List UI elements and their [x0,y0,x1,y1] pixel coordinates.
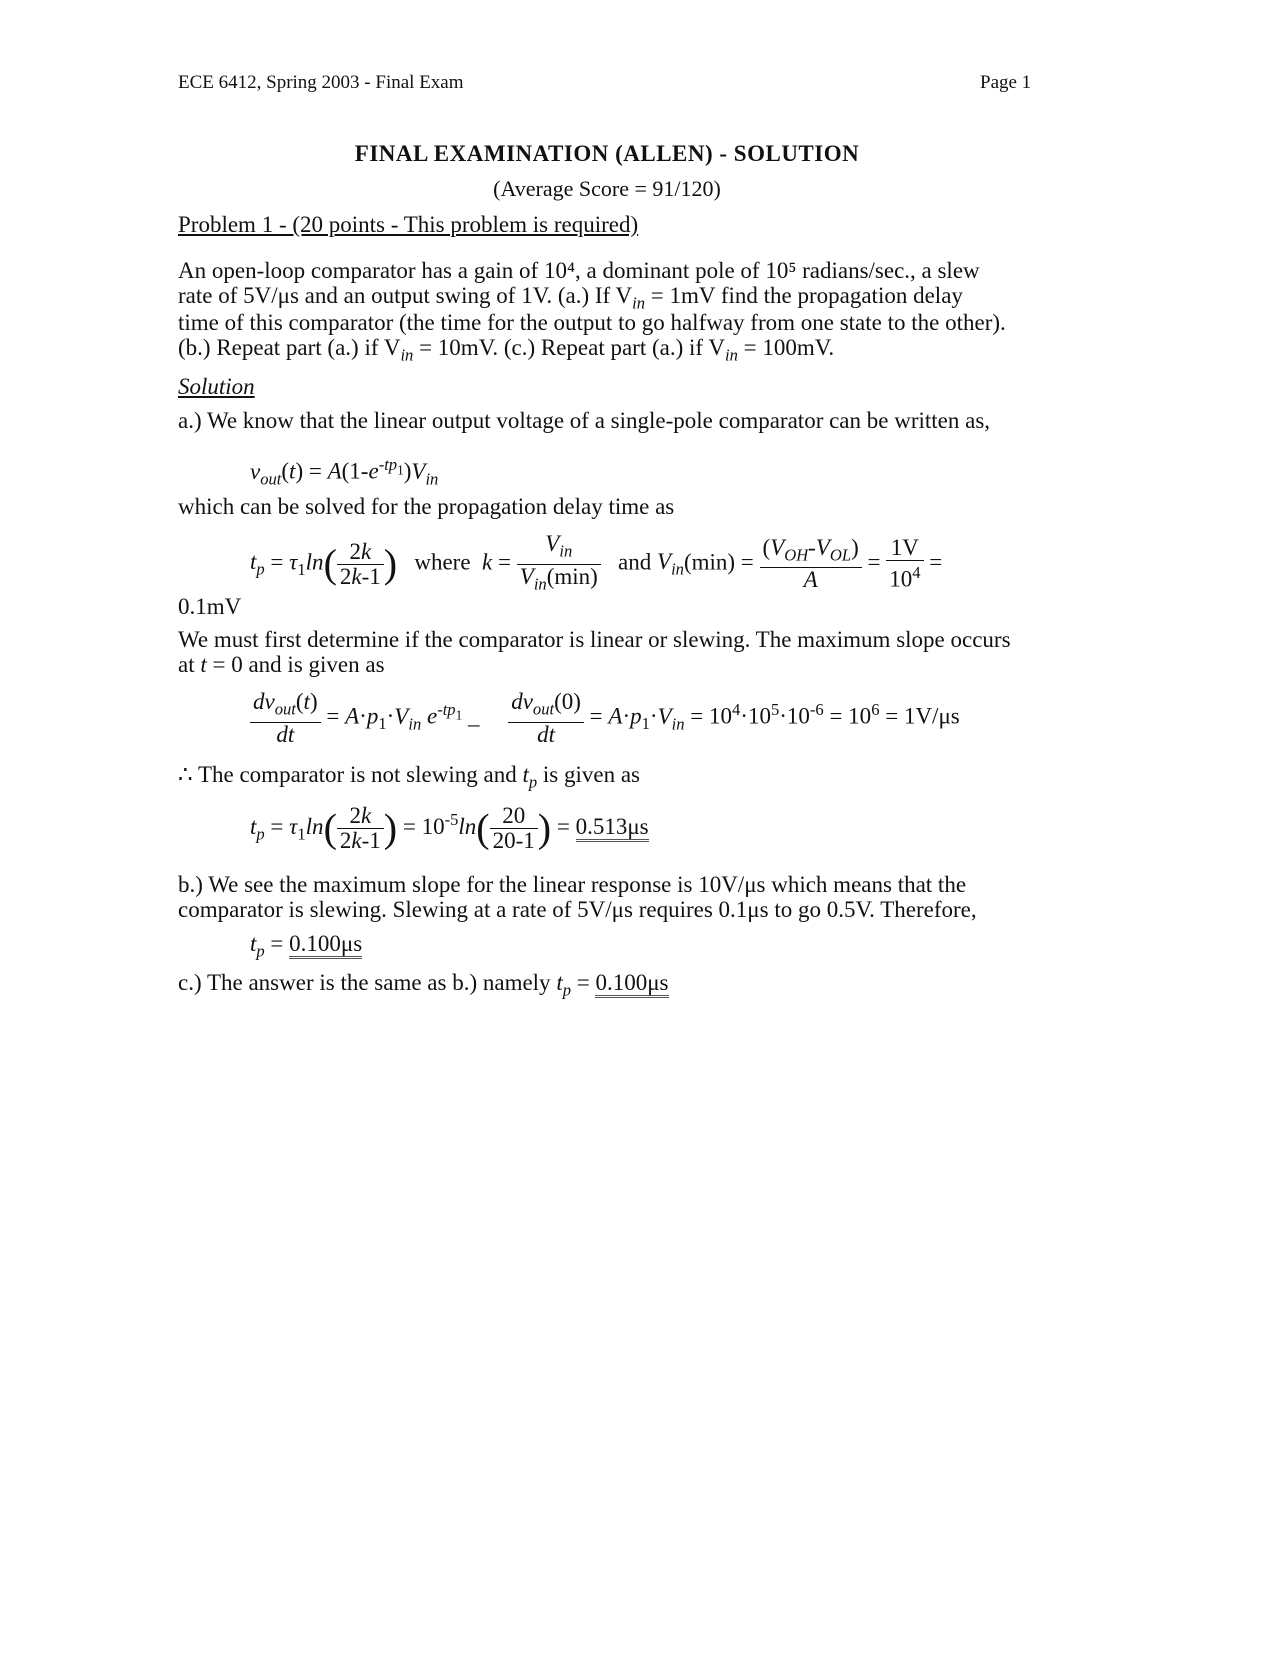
part-a-intro: a.) We know that the linear output voltage of a single-pole comparator can be written as, [178,408,991,433]
average-score: (Average Score = 91/120) [493,176,721,201]
solved-text: which can be solved for the propagation delay time as [178,494,675,519]
slope-equation: $\frac{dv_{out}(t)}{dt}$ = $A\cdot p_1\cdot V_{in}$ $e^{-tp_1}$ – $\frac{dv_{out}(0)}{dt}$ = $A\cdot p_1\cdot V_{in} = 10^4\cdot 10^5\cdot 10^{-6} = 10^6 = 1V/\mu s$ [250,690,960,747]
tp-formula: $t_p = \tau_1\ln$( $\frac{2k}{2k-1}$ ) where k = $\frac{V_{in}}{V_{in}(\min)}$ and $V_{in}(\min)$ = $\frac{(V_{OH}-V_{OL})}{A}$ = $\frac{1V}{10^4}$ = [250,531,943,594]
tp-computation: $t_p = \tau_1\ln$( $\frac{2k}{2k-1}$ ) = $10^{-5}\ln$( $\frac{20}{20-1}$ ) = 0.513μs [250,803,649,853]
answer-c: 0.100μs [595,970,668,998]
header-page-number: Page 1 [980,72,1032,93]
problem-line-1: An open-loop comparator has a gain of 10⁴, a dominant pole of 10⁵ radians/sec., a slew [178,258,980,283]
page-title: FINAL EXAMINATION (ALLEN) - SOLUTION [354,141,860,166]
solution-heading: Solution [178,374,255,399]
part-b-line-1: b.) We see the maximum slope for the linear response is 10V/μs which means that the [178,872,967,897]
tp-answer-b: $t_p = 0.100\mu s$ [250,931,363,961]
problem-line-3: time of this comparator (the time for the output to go halfway from one state to the other). [178,310,1006,335]
answer-b: 0.100μs [289,931,362,959]
header-course: ECE 6412, Spring 2003 - Final Exam [178,72,464,93]
part-b-line-2: comparator is slewing. Slewing at a rate of 5V/μs requires 0.1μs to go 0.5V. Therefore, [178,897,977,922]
linear-text-1: We must first determine if the comparator is linear or slewing. The maximum slope occurs [178,627,1011,652]
therefore-text: ∴ The comparator is not slewing and $t_p$ is given as [178,762,640,792]
vmin-value: 0.1mV [178,594,242,619]
part-c-text: c.) The answer is the same as b.) namely $t_p = 0.100\mu s$ [178,970,669,1000]
vout-equation: $v_{out}(t) = A(1-e^{-tp_1})V_{in}$ [250,455,439,489]
problem-line-4: (b.) Repeat part (a.) if $V_{in} = 10mV$. (c.) Repeat part (a.) if $V_{in} = 100mV$. [178,335,835,365]
linear-text-2: at t = 0 and is given as [178,652,385,677]
problem-heading: Problem 1 - (20 points - This problem is required) [178,212,639,237]
problem-line-2: rate of 5V/μs and an output swing of 1V. (a.) If $V_{in} = 1mV$ find the propagation delay [178,283,963,313]
answer-a: 0.513μs [576,814,649,842]
